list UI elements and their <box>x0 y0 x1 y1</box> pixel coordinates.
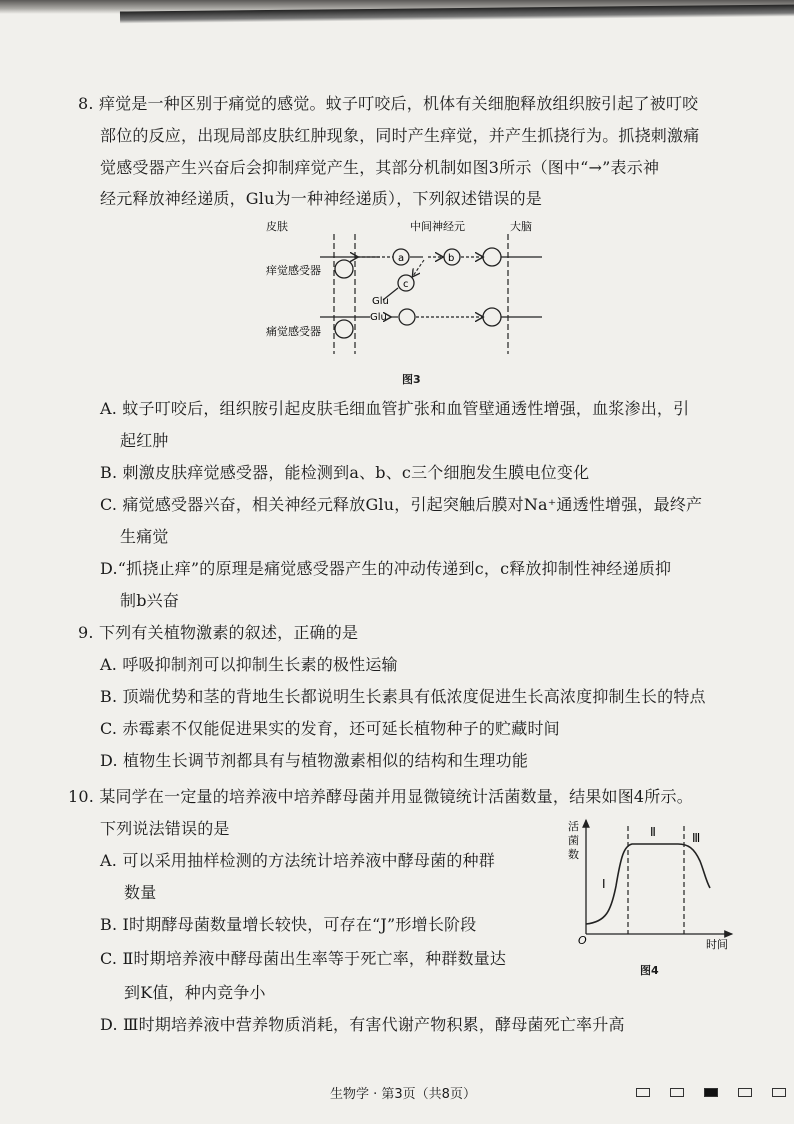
origin-label: O <box>578 934 587 947</box>
q8-option-c-line-2: 生痛觉 <box>120 527 169 546</box>
x-axis-label: 时间 <box>706 938 728 951</box>
q8-option-a-line-2: 起红肿 <box>120 431 169 450</box>
marker-square-2 <box>670 1088 684 1097</box>
y-label-char-2: 菌 <box>568 834 579 847</box>
phase-label-3: Ⅲ <box>692 831 701 845</box>
pain-interneuron <box>399 309 415 325</box>
q8-stem-line-4: 经元释放神经递质，Glu为一种神经递质），下列叙述错误的是 <box>100 189 543 208</box>
label-pain-receptor: 痛觉感受器 <box>266 325 321 338</box>
q8-option-a-line-1: A. 蚊子叮咬后，组织胺引起皮肤毛细血管扩张和血管壁通透性增强，血浆渗出，引 <box>100 399 690 418</box>
label-skin: 皮肤 <box>266 220 288 233</box>
q8-stem-line-1: 8. 痒觉是一种区别于痛觉的感觉。蚊子叮咬后，机体有关细胞释放组织胺引起了被叮咬 <box>78 94 699 113</box>
label-itch-receptor: 痒觉感受器 <box>266 264 321 277</box>
q10-option-b: B. Ⅰ时期酵母菌数量增长较快，可存在“J”形增长阶段 <box>100 915 477 934</box>
q8-option-d-line-2: 制b兴奋 <box>120 591 180 610</box>
q8-stem-line-3: 觉感受器产生兴奋后会抑制痒觉产生，其部分机制如图3所示（图中“→”表示神 <box>100 158 660 177</box>
q9-option-c: C. 赤霉素不仅能促进果实的发育，还可延长植物种子的贮藏时间 <box>100 719 560 738</box>
q10-stem-line-1: 10. 某同学在一定量的培养液中培养酵母菌并用显微镜统计活菌数量，结果如图4所示。 <box>68 787 693 806</box>
figure-3-diagram <box>260 214 550 358</box>
label-glu-1: Glu <box>372 296 389 307</box>
q10-stem-line-2: 下列说法错误的是 <box>100 819 230 838</box>
q10-option-a-line-2: 数量 <box>124 883 157 902</box>
q9-option-a: A. 呼吸抑制剂可以抑制生长素的极性运输 <box>100 655 398 674</box>
q9-option-d: D. 植物生长调节剂都具有与植物激素相似的结构和生理功能 <box>100 751 529 770</box>
page-footer: 生物学 · 第3页（共8页） <box>330 1087 476 1102</box>
itch-brain-neuron <box>483 248 501 266</box>
q10-option-d: D. Ⅲ时期培养液中营养物质消耗，有害代谢产物积累，酵母菌死亡率升高 <box>100 1015 625 1034</box>
pain-receptor-cell <box>335 320 353 338</box>
y-label-char-1: 活 <box>568 820 579 833</box>
q8-option-c-line-1: C. 痛觉感受器兴奋，相关神经元释放Glu，引起突触后膜对Na⁺通透性增强，最终产 <box>100 495 703 514</box>
neuron-b-label: b <box>448 253 455 264</box>
q9-stem: 9. 下列有关植物激素的叙述，正确的是 <box>78 623 359 642</box>
pain-brain-neuron <box>483 308 501 326</box>
neuron-a-label: a <box>398 253 405 264</box>
figure-3-caption: 图3 <box>402 373 421 386</box>
phase-label-2: Ⅱ <box>650 825 656 839</box>
q9-option-b: B. 顶端优势和茎的背地生长都说明生长素具有低浓度促进生长高浓度抑制生长的特点 <box>100 687 706 706</box>
marker-square-5 <box>772 1088 786 1097</box>
marker-square-3 <box>704 1088 718 1097</box>
phase-label-1: Ⅰ <box>602 877 606 891</box>
label-interneuron: 中间神经元 <box>410 220 465 233</box>
y-axis-label <box>568 820 579 861</box>
q8-stem-line-2: 部位的反应，出现局部皮肤红肿现象，同时产生痒觉，并产生抓挠行为。抓挠刺激痛 <box>100 126 700 145</box>
q8-option-d-line-1: D.“抓挠止痒”的原理是痛觉感受器产生的冲动传递到c，c释放抑制性神经递质抑 <box>100 559 672 578</box>
figure-4-caption: 图4 <box>640 964 659 977</box>
figure-4-growth-curve <box>566 816 746 952</box>
q10-option-c-line-1: C. Ⅱ时期培养液中酵母菌出生率等于死亡率，种群数量达 <box>100 949 507 968</box>
neuron-c-label: c <box>403 279 409 290</box>
y-label-char-3: 数 <box>568 848 579 861</box>
label-brain: 大脑 <box>510 220 532 233</box>
marker-square-4 <box>738 1088 752 1097</box>
label-glu-2: Glu <box>370 312 387 323</box>
q10-option-a-line-1: A. 可以采用抽样检测的方法统计培养液中酵母菌的种群 <box>100 851 495 870</box>
q10-option-c-line-2: 到K值，种内竞争小 <box>124 983 266 1002</box>
marker-square-1 <box>636 1088 650 1097</box>
itch-receptor-cell <box>335 260 353 278</box>
q8-option-b: B. 刺激皮肤痒觉感受器，能检测到a、b、c三个细胞发生膜电位变化 <box>100 463 590 482</box>
